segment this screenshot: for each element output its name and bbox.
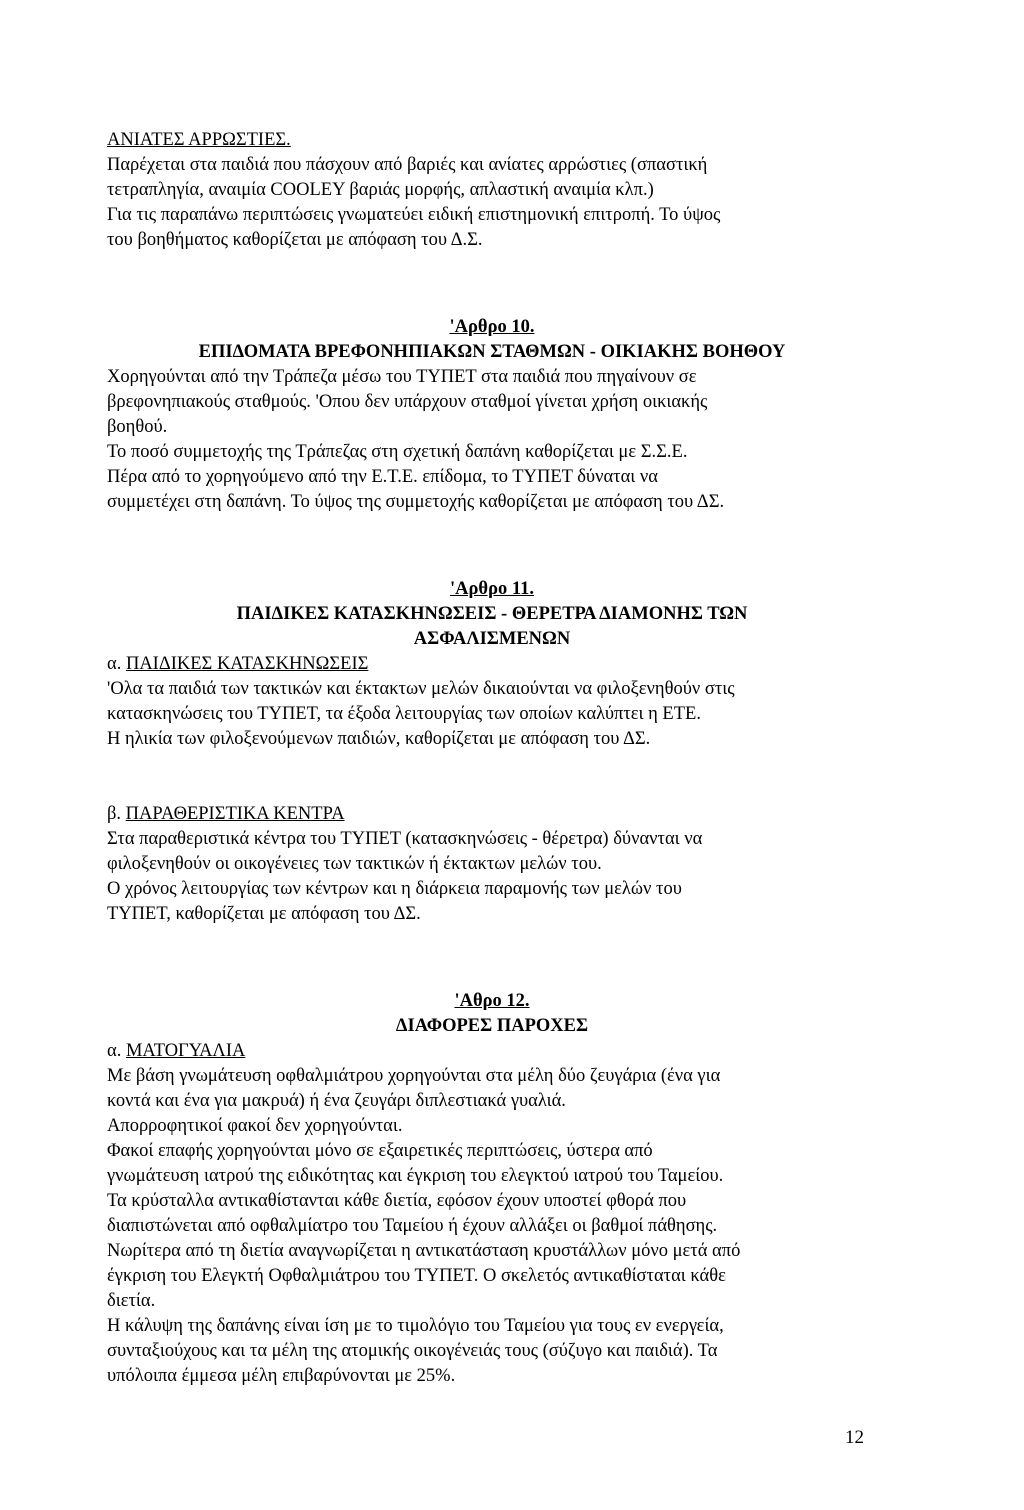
paragraph-line: Το ποσό συμμετοχής της Τράπεζας στη σχετική δαπάνη καθορίζεται με Σ.Σ.Ε.: [107, 442, 688, 462]
paragraph-line: ΤΥΠΕΤ, καθορίζεται με απόφαση του ΔΣ.: [107, 904, 421, 924]
article-12-number: 'Αθρο 12.: [454, 991, 530, 1011]
paragraph-line: κατασκηνώσεις του ΤΥΠΕΤ, τα έξοδα λειτουργίας των οποίων καλύπτει η ΕΤΕ.: [107, 704, 701, 724]
paragraph-line: 'Ολα τα παιδιά των τακτικών και έκτακτων μελών δικαιούνται να φιλοξενηθούν στις: [107, 679, 735, 699]
section-title-severe-illnesses: ΑΝΙΑΤΕΣ ΑΡΡΩΣΤΙΕΣ.: [107, 130, 291, 150]
article-11-number: 'Αρθρο 11.: [450, 579, 534, 599]
article-11-title-line2: ΑΣΦΑΛΙΣΜΕΝΩΝ: [413, 629, 571, 649]
paragraph-line: Χορηγούνται από την Τράπεζα μέσω του ΤΥΠΕΤ στα παιδιά που πηγαίνουν σε: [107, 367, 697, 387]
paragraph-line: τετραπληγία, αναιμία COOLEY βαριάς μορφής, απλαστική αναιμία κλπ.): [107, 180, 654, 200]
article-12-title: ΔΙΑΦΟΡΕΣ ΠΑΡΟΧΕΣ: [395, 1016, 589, 1036]
paragraph-line: διαπιστώνεται από οφθαλμίατρο του Ταμείου ή έχουν αλλάξει οι βαθμοί πάθησης.: [107, 1216, 718, 1236]
paragraph-line: Η κάλυψη της δαπάνης είναι ίση με το τιμολόγιο του Ταμείου για τους εν ενεργεία,: [107, 1316, 724, 1336]
article-10-number: 'Αρθρο 10.: [449, 317, 535, 337]
paragraph-line: Η ηλικία των φιλοξενούμενων παιδιών, καθορίζεται με απόφαση του ΔΣ.: [107, 729, 651, 749]
paragraph-line: Νωρίτερα από τη διετία αναγνωρίζεται η αντικατάσταση κρυστάλλων μόνο μετά από: [107, 1241, 741, 1261]
article-10-title: ΕΠΙΔΟΜΑΤΑ ΒΡΕΦΟΝΗΠΙΑΚΩΝ ΣΤΑΘΜΩΝ - ΟΙΚΙΑΚΗΣ ΒΟΗΘΟΥ: [198, 342, 786, 362]
subsection-b-heading: β. ΠΑΡΑΘΕΡΙΣΤΙΚΑ ΚΕΝΤΡΑ: [107, 804, 345, 824]
paragraph-line: φιλοξενηθούν οι οικογένειες των τακτικών ή έκτακτων μελών του.: [107, 854, 602, 874]
paragraph-line: του βοηθήματος καθορίζεται με απόφαση του Δ.Σ.: [107, 230, 483, 250]
paragraph-line: Ο χρόνος λειτουργίας των κέντρων και η διάρκεια παραμονής των μελών του: [107, 879, 682, 899]
subsection-a-heading: α. ΠΑΙΔΙΚΕΣ ΚΑΤΑΣΚΗΝΩΣΕΙΣ: [107, 654, 369, 674]
paragraph-line: υπόλοιπα έμμεσα μέλη επιβαρύνονται με 25%.: [107, 1366, 456, 1386]
paragraph-line: Παρέχεται στα παιδιά που πάσχουν από βαριές και ανίατες αρρώστιες (σπαστική: [107, 155, 708, 175]
paragraph-line: συνταξιούχους και τα μέλη της ατομικής οικογένειάς τους (σύζυγο και παιδιά). Τα: [107, 1341, 718, 1361]
paragraph-line: βοηθού.: [107, 417, 168, 437]
page-number: 12: [845, 1427, 864, 1448]
paragraph-line: έγκριση του Ελεγκτή Οφθαλμιάτρου του ΤΥΠΕΤ. Ο σκελετός αντικαθίσταται κάθε: [107, 1266, 726, 1286]
paragraph-line: Με βάση γνωμάτευση οφθαλμιάτρου χορηγούνται στα μέλη δύο ζευγάρια (ένα για: [107, 1066, 721, 1086]
paragraph-line: γνωμάτευση ιατρού της ειδικότητας και έγκριση του ελεγκτού ιατρού του Ταμείου.: [107, 1166, 724, 1186]
article-11-title-line1: ΠΑΙΔΙΚΕΣ ΚΑΤΑΣΚΗΝΩΣΕΙΣ - ΘΕΡΕΤΡΑ ΔΙΑΜΟΝΗΣ ΤΩΝ: [236, 604, 748, 624]
subsection-a-heading: α. ΜΑΤΟΓΥΑΛΙΑ: [107, 1041, 246, 1061]
paragraph-line: συμμετέχει στη δαπάνη. Το ύψος της συμμετοχής καθορίζεται με απόφαση του ΔΣ.: [107, 492, 725, 512]
paragraph-line: Φακοί επαφής χορηγούνται μόνο σε εξαιρετικές περιπτώσεις, ύστερα από: [107, 1141, 653, 1161]
paragraph-line: Τα κρύσταλλα αντικαθίστανται κάθε διετία, εφόσον έχουν υποστεί φθορά που: [107, 1191, 687, 1211]
paragraph-line: κοντά και ένα για μακρυά) ή ένα ζευγάρι διπλεστιακά γυαλιά.: [107, 1091, 566, 1111]
paragraph-line: διετία.: [107, 1291, 156, 1311]
page-content: [107, 128, 877, 1389]
paragraph-line: Πέρα από το χορηγούμενο από την Ε.Τ.Ε. επίδομα, το ΤΥΠΕΤ δύναται να: [107, 467, 658, 487]
paragraph-line: βρεφονηπιακούς σταθμούς. 'Οπου δεν υπάρχουν σταθμοί γίνεται χρήση οικιακής: [107, 392, 708, 412]
paragraph-line: Στα παραθεριστικά κέντρα του ΤΥΠΕΤ (κατασκηνώσεις - θέρετρα) δύνανται να: [107, 829, 703, 849]
paragraph-line: Για τις παραπάνω περιπτώσεις γνωματεύει ειδική επιστημονική επιτροπή. Το ύψος: [107, 205, 721, 225]
paragraph-line: Απορροφητικοί φακοί δεν χορηγούνται.: [107, 1116, 403, 1136]
